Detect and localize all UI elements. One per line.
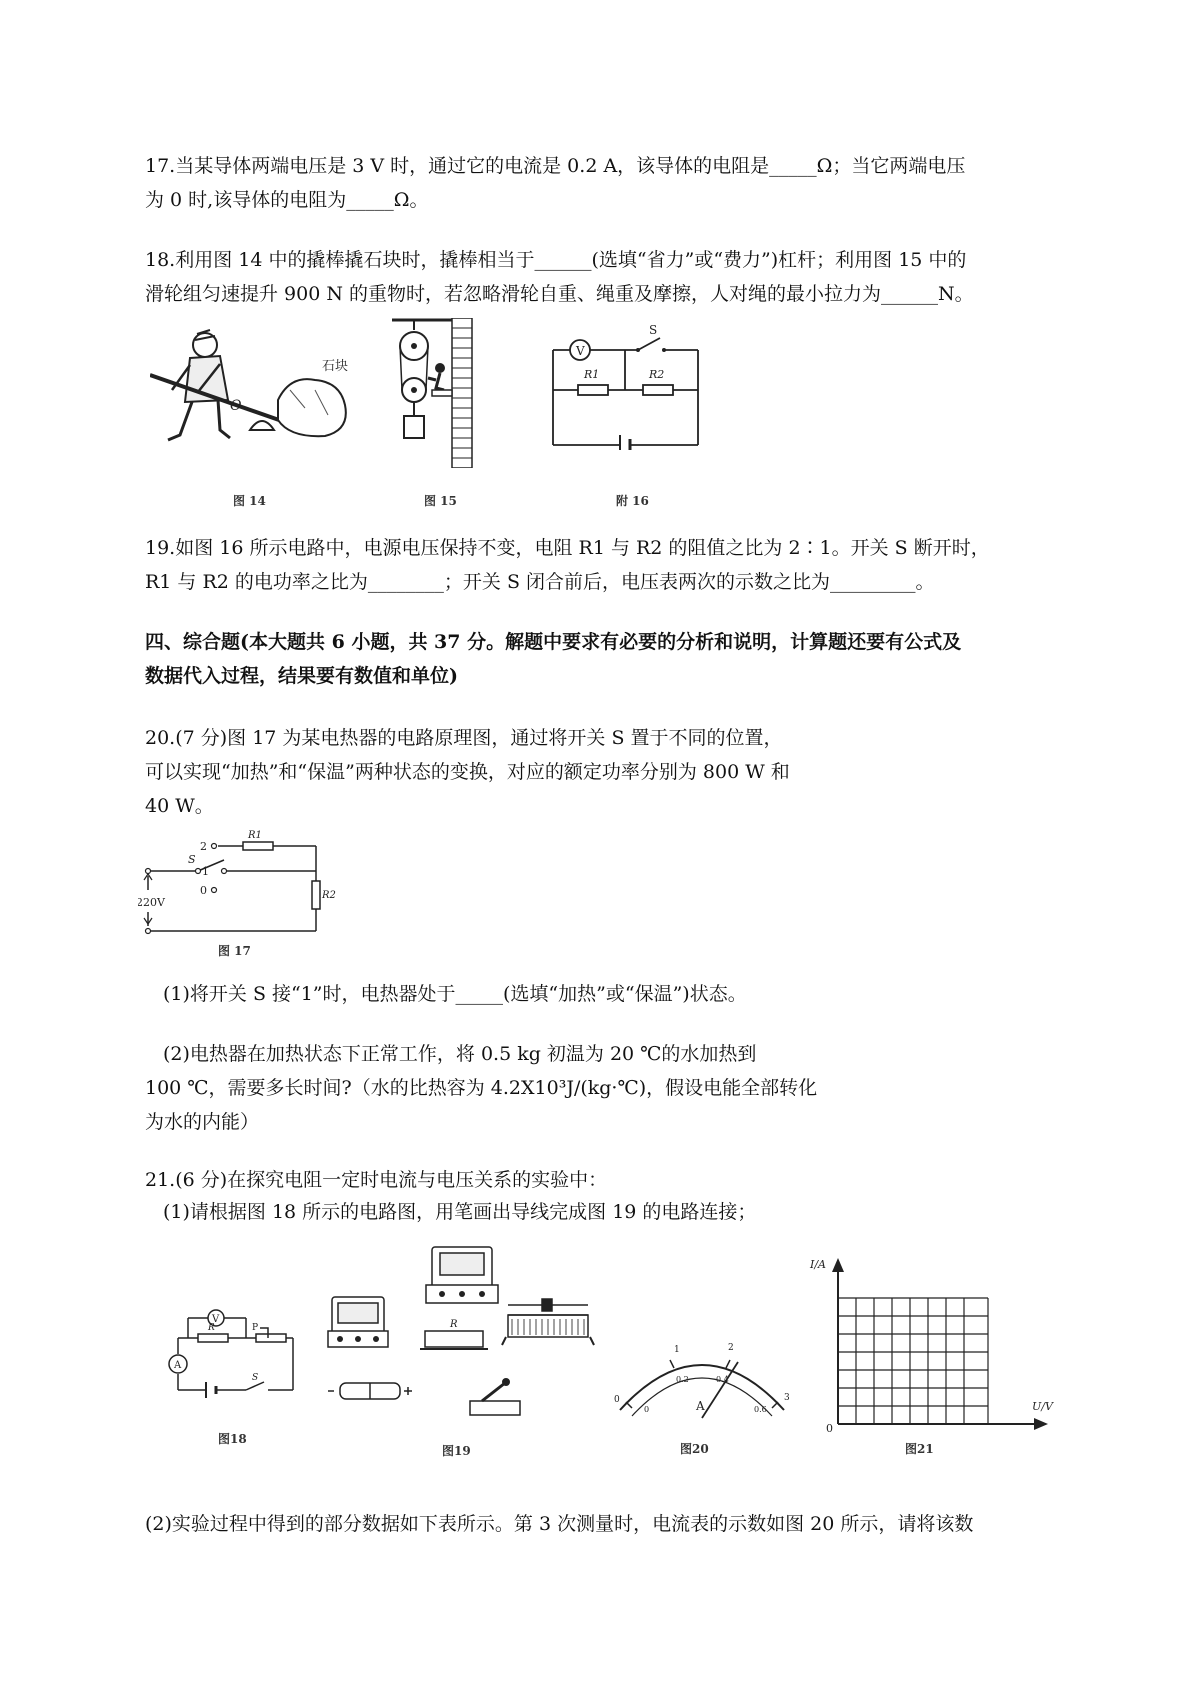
fig20-major-0: 0: [614, 1395, 620, 1405]
fig20-major-1: 1: [674, 1345, 680, 1355]
figure-15: [392, 318, 487, 468]
q18-line1: 18.利用图 14 中的撬棒撬石块时，撬棒相当于______(选填“省力”或“费力”)杠杆；利用图 15 中的: [145, 249, 967, 271]
q18-line2: 滑轮组匀速提升 900 N 的重物时，若忽略滑轮自重、绳重及摩擦，人对绳的最小拉力为______N。: [145, 283, 974, 305]
fig20-major-3: 3: [784, 1393, 790, 1403]
q20-line2: 可以实现“加热”和“保温”两种状态的变换，对应的额定功率分别为 800 W 和: [145, 761, 790, 783]
fig19-caption: 图19: [442, 1444, 471, 1458]
fig16-caption: 附 16: [616, 494, 649, 508]
fig20-minor-0: 0: [644, 1405, 650, 1414]
fig19-r: R: [450, 1319, 458, 1330]
fig20-minor-3: 0.6: [754, 1405, 767, 1414]
fig18-caption: 图18: [218, 1432, 247, 1446]
fig17-r2: R2: [322, 890, 336, 901]
section4-heading-line1: 四、综合题(本大题共 6 小题，共 37 分。解题中要求有必要的分析和说明，计算题还要有公式及: [145, 631, 962, 653]
q20-sub2-line1: (2)电热器在加热状态下正常工作，将 0.5 kg 初温为 20 ℃的水加热到: [163, 1043, 757, 1065]
fig14-label-stone: 石块: [322, 359, 349, 374]
fig14-caption: 图 14: [233, 494, 266, 508]
fig16-r2: R2: [649, 368, 665, 381]
fig16-r1: R1: [584, 368, 600, 381]
section4-heading-line2: 数据代入过程，结果要有数值和单位): [145, 665, 458, 687]
q20-sub1: (1)将开关 S 接“1”时，电热器处于_____(选填“加热”或“保温”)状态。: [163, 983, 747, 1005]
fig21-ylabel: I/A: [810, 1258, 826, 1271]
fig17-voltage: 220V: [138, 896, 165, 909]
fig16-v: V: [576, 344, 585, 358]
q21-sub1: (1)请根据图 18 所示的电路图，用笔画出导线完成图 19 的电路连接；: [163, 1201, 757, 1223]
fig17-caption: 图 17: [218, 944, 251, 958]
fig18-r: R: [208, 1323, 215, 1333]
fig14-label-o: O: [230, 398, 242, 414]
q21-line1: 21.(6 分)在探究电阻一定时电流与电压关系的实验中：: [145, 1169, 608, 1191]
fig17-pos0: 0: [200, 884, 207, 897]
fig20-minor-2: 0.4: [716, 1375, 729, 1384]
q17-line2: 为 0 时,该导体的电阻为_____Ω。: [145, 189, 429, 211]
figure-17: [138, 828, 338, 938]
fig21-caption: 图21: [905, 1442, 934, 1456]
fig17-pos2: 2: [200, 840, 207, 853]
q20-line3: 40 W。: [145, 795, 214, 817]
fig20-unit: A: [696, 1399, 705, 1413]
fig20-major-2: 2: [728, 1343, 734, 1353]
q17-line1: 17.当某导体两端电压是 3 V 时，通过它的电流是 0.2 A，该导体的电阻是_____Ω；当它两端电压: [145, 155, 966, 177]
fig18-a: A: [174, 1360, 182, 1371]
figure-20: [612, 1330, 792, 1425]
q19-line2: R1 与 R2 的电功率之比为________；开关 S 闭合前后，电压表两次的示数之比为_________。: [145, 571, 935, 593]
figure-19: [320, 1245, 600, 1435]
fig17-pos1: 1: [202, 865, 209, 878]
figure-14: [150, 320, 360, 460]
fig17-s: S: [188, 853, 196, 866]
q21-sub2: (2)实验过程中得到的部分数据如下表所示。第 3 次测量时，电流表的示数如图 20 所示，请将该数: [145, 1513, 974, 1535]
figure-16: [548, 320, 708, 450]
fig18-v: V: [212, 1314, 220, 1325]
fig20-caption: 图20: [680, 1442, 709, 1456]
q19-line1: 19.如图 16 所示电路中，电源电压保持不变，电阻 R1 与 R2 的阻值之比为 2∶1。开关 S 断开时，: [145, 537, 990, 559]
fig15-caption: 图 15: [424, 494, 457, 508]
fig20-minor-1: 0.2: [676, 1375, 689, 1384]
fig21-origin: 0: [826, 1422, 833, 1433]
figure-18: [168, 1298, 298, 1398]
q20-sub2-line2: 100 ℃，需要多长时间?（水的比热容为 4.2X10³J/(kg·℃)，假设电能全部转化: [145, 1077, 818, 1099]
fig21-xlabel: U/V: [1032, 1400, 1053, 1413]
figure-21: [808, 1248, 1058, 1433]
fig18-p: P: [252, 1323, 259, 1333]
fig17-r1: R1: [248, 830, 262, 841]
q20-sub2-line3: 为水的内能）: [145, 1111, 260, 1133]
fig16-s: S: [649, 323, 658, 337]
fig18-s: S: [252, 1373, 259, 1383]
q20-line1: 20.(7 分)图 17 为某电热器的电路原理图，通过将开关 S 置于不同的位置，: [145, 727, 783, 749]
